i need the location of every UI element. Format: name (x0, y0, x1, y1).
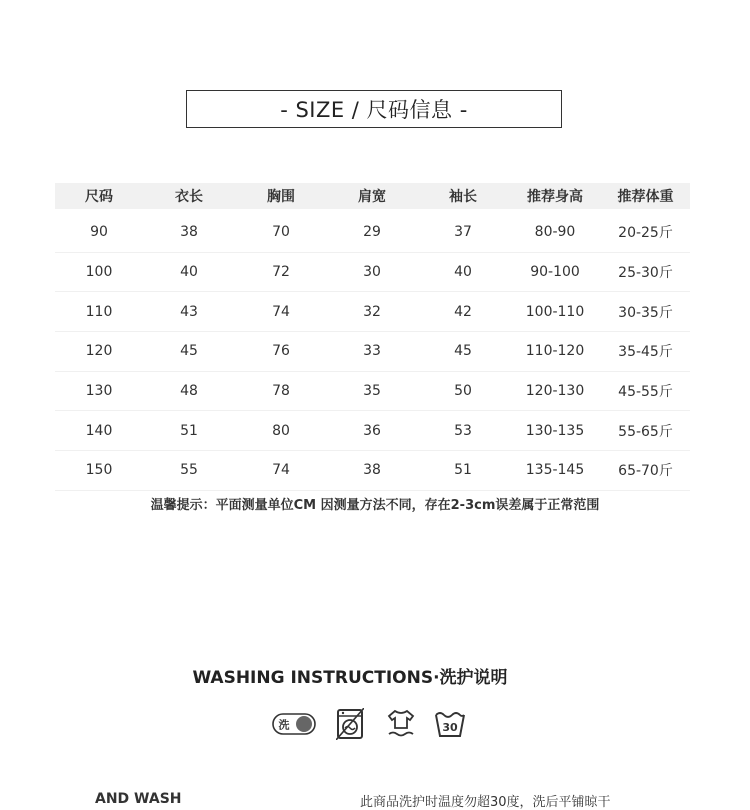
table-cell: 42 (454, 303, 472, 320)
table-cell: 140 (85, 422, 113, 439)
size-title: - SIZE / 尺码信息 - (186, 90, 562, 128)
table-row (55, 372, 690, 412)
hand-wash-label: 洗 (278, 718, 290, 732)
header-cell: 尺码 (85, 189, 113, 205)
table-cell: 48 (180, 383, 198, 400)
table-row (55, 213, 690, 253)
wash-30-icon (434, 708, 466, 740)
table-row (55, 451, 690, 491)
table-cell: 38 (363, 462, 381, 479)
table-cell: 80-90 (534, 224, 576, 241)
table-cell: 100 (85, 264, 113, 281)
table-cell: 51 (180, 422, 198, 439)
table-cell: 78 (272, 383, 290, 400)
table-cell: 90-100 (530, 264, 580, 281)
table-cell: 70 (272, 224, 290, 241)
table-cell: 110-120 (525, 343, 585, 360)
table-cell: 76 (272, 343, 290, 360)
table-cell: 40 (180, 264, 198, 281)
table-cell: 25-30斤 (618, 265, 673, 282)
table-cell: 74 (272, 303, 290, 320)
no-machine-wash-icon (336, 708, 364, 740)
bottom-left-text: AND WASH (95, 791, 182, 807)
size-table (55, 183, 690, 491)
table-cell: 74 (272, 462, 290, 479)
table-cell: 65-70斤 (618, 463, 673, 480)
table-cell: 37 (454, 224, 472, 241)
table-cell: 130-135 (525, 422, 585, 439)
header-cell: 推荐身高 (527, 189, 583, 205)
washing-title: WASHING INSTRUCTIONS·洗护说明 (192, 668, 508, 688)
table-cell: 40 (454, 264, 472, 281)
table-row (55, 411, 690, 451)
table-cell: 30 (363, 264, 381, 281)
table-cell: 35-45斤 (618, 344, 673, 361)
table-cell: 80 (272, 422, 290, 439)
table-row (55, 332, 690, 372)
table-cell: 50 (454, 383, 472, 400)
table-cell: 51 (454, 462, 472, 479)
header-cell: 袖长 (449, 189, 477, 205)
header-cell: 肩宽 (358, 189, 386, 205)
table-cell: 100-110 (525, 303, 585, 320)
washing-icons (270, 706, 470, 742)
table-cell: 38 (180, 224, 198, 241)
table-cell: 35 (363, 383, 381, 400)
table-cell: 20-25斤 (618, 225, 673, 242)
table-cell: 120-130 (525, 383, 585, 400)
table-cell: 43 (180, 303, 198, 320)
header-cell: 推荐体重 (617, 189, 674, 205)
table-row (55, 253, 690, 293)
wash-temp-label: 30 (442, 721, 458, 734)
table-cell: 72 (272, 264, 290, 281)
table-cell: 150 (85, 462, 113, 479)
table-header-row (55, 183, 690, 209)
table-cell: 90 (90, 224, 108, 241)
table-cell: 53 (454, 422, 472, 439)
table-cell: 45-55斤 (618, 384, 673, 401)
table-cell: 135-145 (525, 462, 585, 479)
bottom-right-text: 此商品洗护时温度勿超30度，洗后平铺晾干 (360, 795, 611, 810)
size-note: 温馨提示：平面测量单位CM 因测量方法不同，存在2-3cm误差属于正常范围 (150, 498, 600, 513)
table-cell: 32 (363, 303, 381, 320)
table-cell: 45 (180, 343, 198, 360)
no-bleach-icon (386, 708, 416, 740)
table-cell: 55 (180, 462, 198, 479)
table-cell: 45 (454, 343, 472, 360)
table-cell: 36 (363, 422, 381, 439)
hand-wash-toggle-icon (272, 713, 316, 735)
header-cell: 衣长 (175, 189, 203, 205)
table-cell: 29 (363, 224, 381, 241)
table-cell: 33 (363, 343, 381, 360)
table-row (55, 292, 690, 332)
header-cell: 胸围 (267, 189, 295, 205)
table-cell: 110 (85, 303, 113, 320)
table-cell: 30-35斤 (618, 304, 673, 321)
table-cell: 120 (85, 343, 113, 360)
table-cell: 130 (85, 383, 113, 400)
table-cell: 55-65斤 (618, 423, 673, 440)
